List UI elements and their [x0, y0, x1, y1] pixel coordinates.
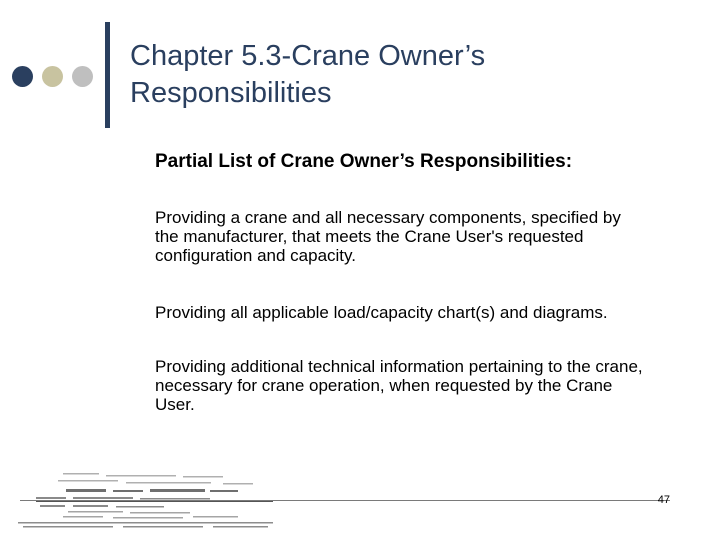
decorative-dots — [12, 66, 93, 87]
title-accent-bar — [105, 22, 110, 128]
slide-content — [155, 152, 655, 452]
slide-title: Chapter 5.3-Crane Owner’s Responsibilities — [130, 40, 486, 109]
responsibility-item-2: Providing all applicable load/capacity chart(s) and diagrams. — [155, 303, 608, 322]
page-number: 47 — [657, 494, 670, 506]
responsibility-item-1: Providing a crane and all necessary components, specified by the manufacturer, that meets the Crane User's requested configuration and capacity. — [155, 208, 621, 265]
responsibility-item-3: Providing additional technical information pertaining to the crane, necessary for crane operation, when requested by the Crane User. — [155, 357, 643, 414]
content-heading: Partial List of Crane Owner’s Responsibilities: — [155, 151, 573, 172]
footer-rule — [20, 500, 670, 501]
dot-navy-icon — [12, 66, 33, 87]
dot-gray-icon — [72, 66, 93, 87]
dot-tan-icon — [42, 66, 63, 87]
